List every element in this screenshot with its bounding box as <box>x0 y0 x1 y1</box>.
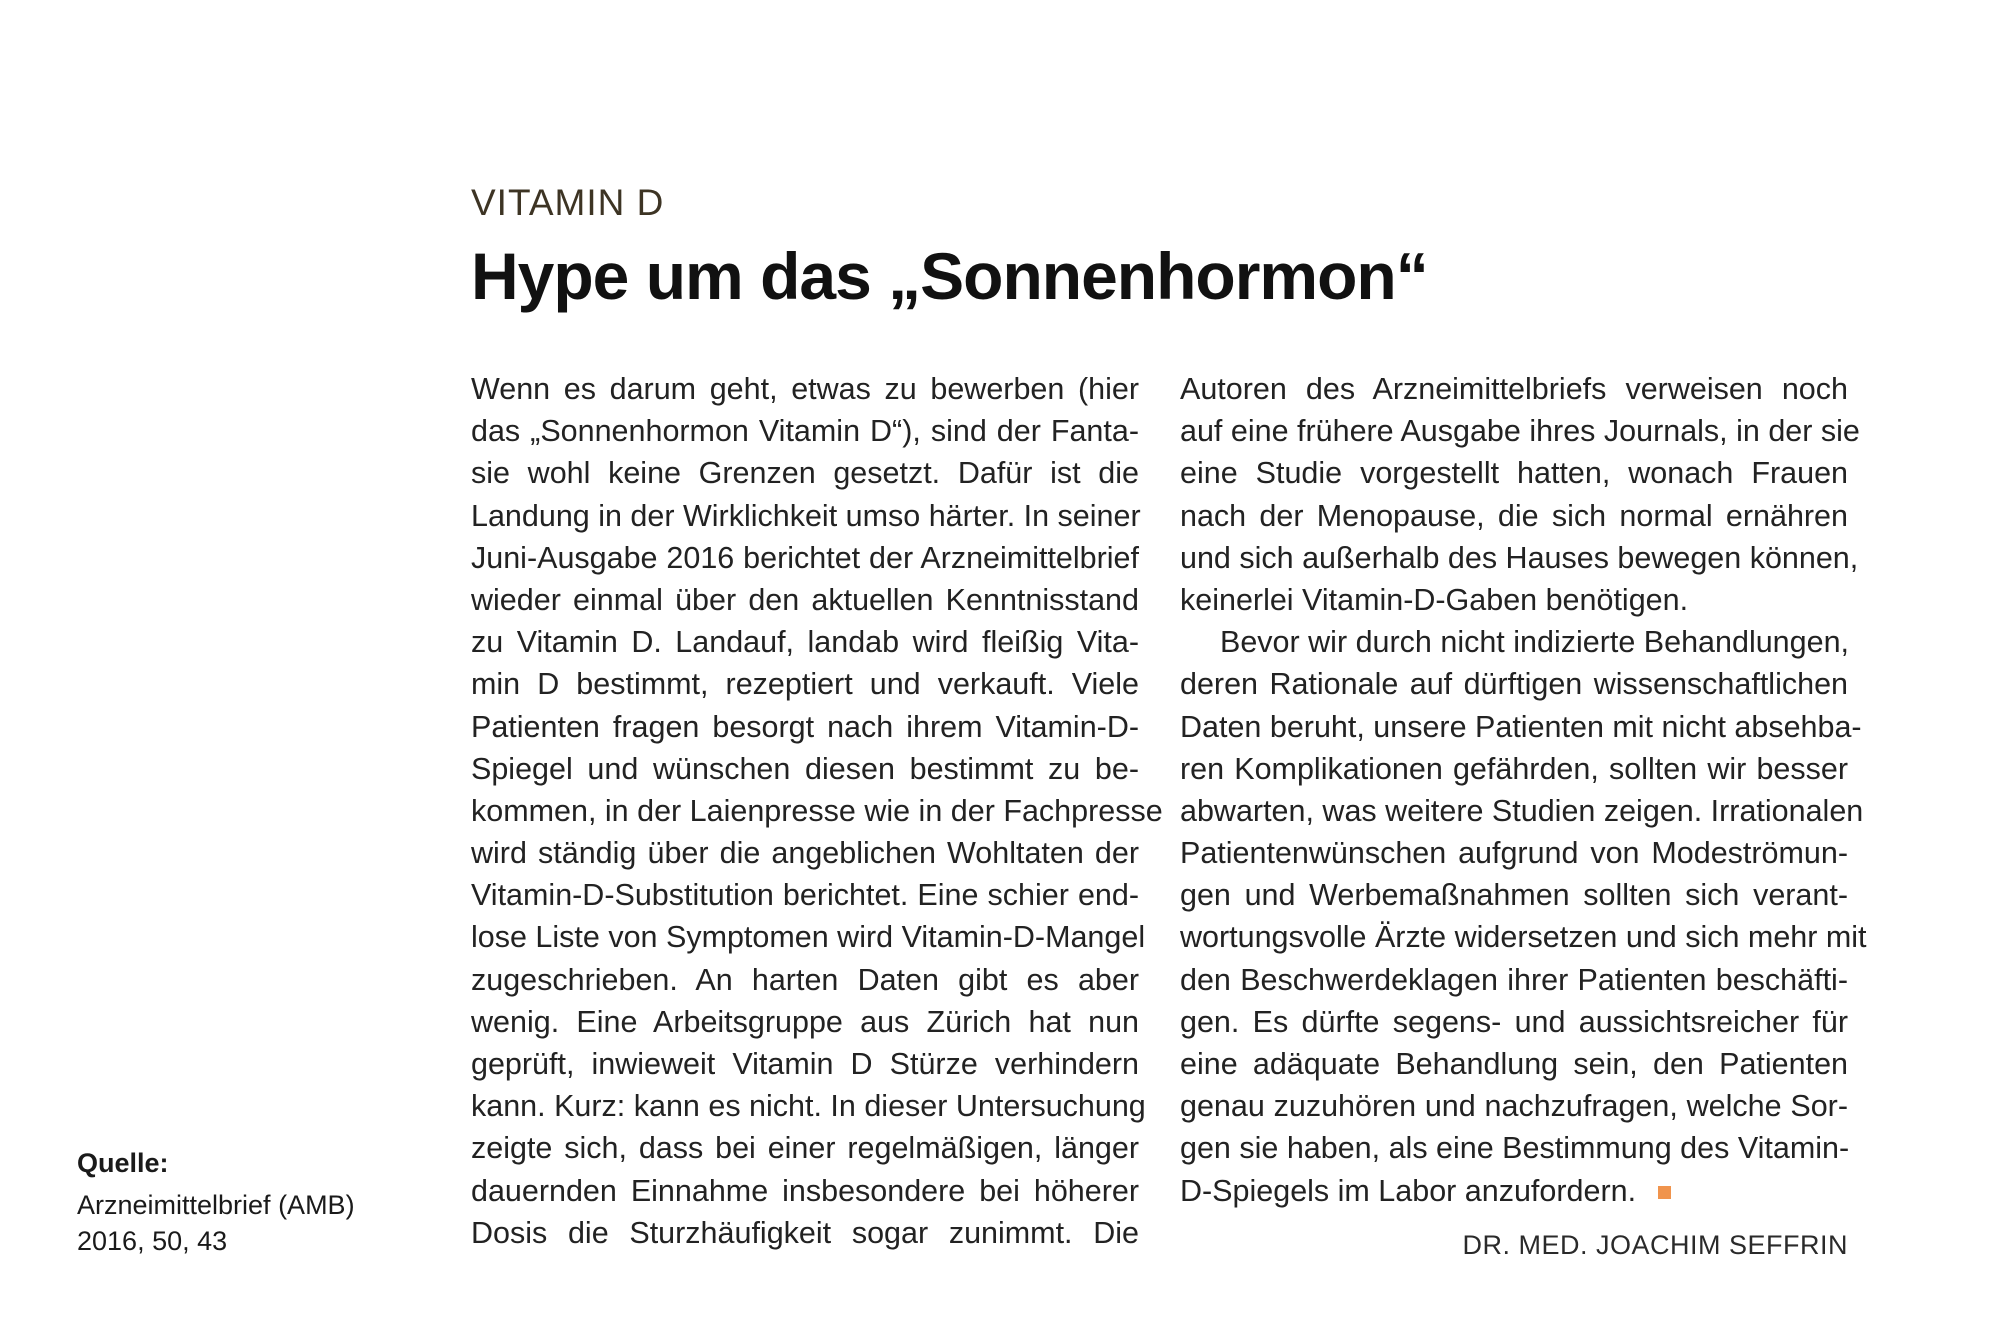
text-line: wenig. Eine Arbeitsgruppe aus Zürich hat nun <box>471 1004 1139 1039</box>
text-line: zu Vitamin D. Landauf, landab wird fleißig Vita- <box>471 625 1139 660</box>
source-label: Quelle: <box>77 1148 169 1178</box>
text-line: Bevor wir durch nicht indizierte Behandlungen, <box>1220 625 1850 660</box>
text-line: gen und Werbemaßnahmen sollten sich verant- <box>1180 878 1848 913</box>
text-line-content: D-Spiegels im Labor anzufordern. <box>1180 1173 1637 1208</box>
text-line: abwarten, was weitere Studien zeigen. Irrationalen <box>1180 793 1864 828</box>
text-line: keinerlei Vitamin-D-Gaben benötigen. <box>1180 582 1689 617</box>
text-line: ren Komplikationen gefährden, sollten wir besser <box>1180 751 1848 786</box>
text-line: Landung in der Wirklichkeit umso härter. In seiner <box>471 498 1141 533</box>
text-line: das „Sonnenhormon Vitamin D“), sind der Fanta- <box>471 414 1139 449</box>
section-kicker: VITAMIN D <box>471 182 665 223</box>
text-line: den Beschwerdeklagen ihrer Patienten beschäfti- <box>1180 962 1848 997</box>
text-line: Wenn es darum geht, etwas zu bewerben (hier <box>471 372 1139 406</box>
text-line: sie wohl keine Grenzen gesetzt. Dafür ist die <box>471 456 1139 491</box>
text-line: deren Rationale auf dürftigen wissenschaftlichen <box>1180 667 1848 702</box>
text-line: zeigte sich, dass bei einer regelmäßigen, länger <box>471 1131 1139 1166</box>
text-line: zugeschrieben. An harten Daten gibt es aber <box>471 962 1139 997</box>
text-line: kommen, in der Laienpresse wie in der Fachpresse <box>471 793 1163 828</box>
text-line: eine adäquate Behandlung sein, den Patienten <box>1180 1047 1848 1081</box>
text-line: genau zuzuhören und nachzufragen, welche Sor- <box>1180 1089 1848 1124</box>
text-line: auf eine frühere Ausgabe ihres Journals, in der sie <box>1180 414 1860 449</box>
article-headline: Hype um das „Sonnenhormon“ <box>471 239 1428 313</box>
text-line: gen sie haben, als eine Bestimmung des Vitamin- <box>1180 1131 1850 1166</box>
article-column-right <box>1180 368 1867 1212</box>
text-line: Autoren des Arzneimittelbriefs verweisen noch <box>1180 372 1848 406</box>
text-line: wird ständig über die angeblichen Wohltaten der <box>471 836 1139 871</box>
text-line: nach der Menopause, die sich normal ernähren <box>1180 498 1848 533</box>
text-line: min D bestimmt, rezeptiert und verkauft. Viele <box>471 667 1139 702</box>
text-line: Spiegel und wünschen diesen bestimmt zu be- <box>471 751 1139 786</box>
article-column-left <box>471 368 1163 1254</box>
end-of-article-square-icon <box>1658 1186 1671 1199</box>
text-line: kann. Kurz: kann es nicht. In dieser Untersuchung <box>471 1089 1146 1124</box>
source-line: Arzneimittelbrief (AMB) <box>77 1190 355 1220</box>
last-text-line <box>1180 1170 1848 1212</box>
text-line: Juni-Ausgabe 2016 berichtet der Arzneimittelbrief <box>471 540 1139 575</box>
text-line: Daten beruht, unsere Patienten mit nicht absehba- <box>1180 709 1862 744</box>
text-line: Patientenwünschen aufgrund von Modeströmun- <box>1180 836 1848 871</box>
text-line: gen. Es dürfte segens- und aussichtsreicher für <box>1180 1004 1848 1039</box>
text-line: eine Studie vorgestellt hatten, wonach Frauen <box>1180 456 1848 491</box>
source-line: 2016, 50, 43 <box>77 1226 228 1256</box>
source-box <box>77 1145 355 1259</box>
text-line: wieder einmal über den aktuellen Kenntnisstand <box>471 582 1139 617</box>
text-line: wortungsvolle Ärzte widersetzen und sich mehr mit <box>1180 920 1867 955</box>
text-line: Vitamin-D-Substitution berichtet. Eine schier end- <box>471 878 1139 913</box>
text-line: geprüft, inwieweit Vitamin D Stürze verhindern <box>471 1047 1139 1081</box>
text-line: und sich außerhalb des Hauses bewegen können, <box>1180 540 1859 575</box>
text-line: Dosis die Sturzhäufigkeit sogar zunimmt. Die <box>471 1215 1139 1250</box>
text-line: Patienten fragen besorgt nach ihrem Vitamin-D- <box>471 709 1139 744</box>
author-byline: DR. MED. JOACHIM SEFFRIN <box>1462 1230 1848 1260</box>
text-line: lose Liste von Symptomen wird Vitamin-D-Mangel <box>471 920 1146 955</box>
text-line: dauernden Einnahme insbesondere bei höherer <box>471 1173 1139 1208</box>
